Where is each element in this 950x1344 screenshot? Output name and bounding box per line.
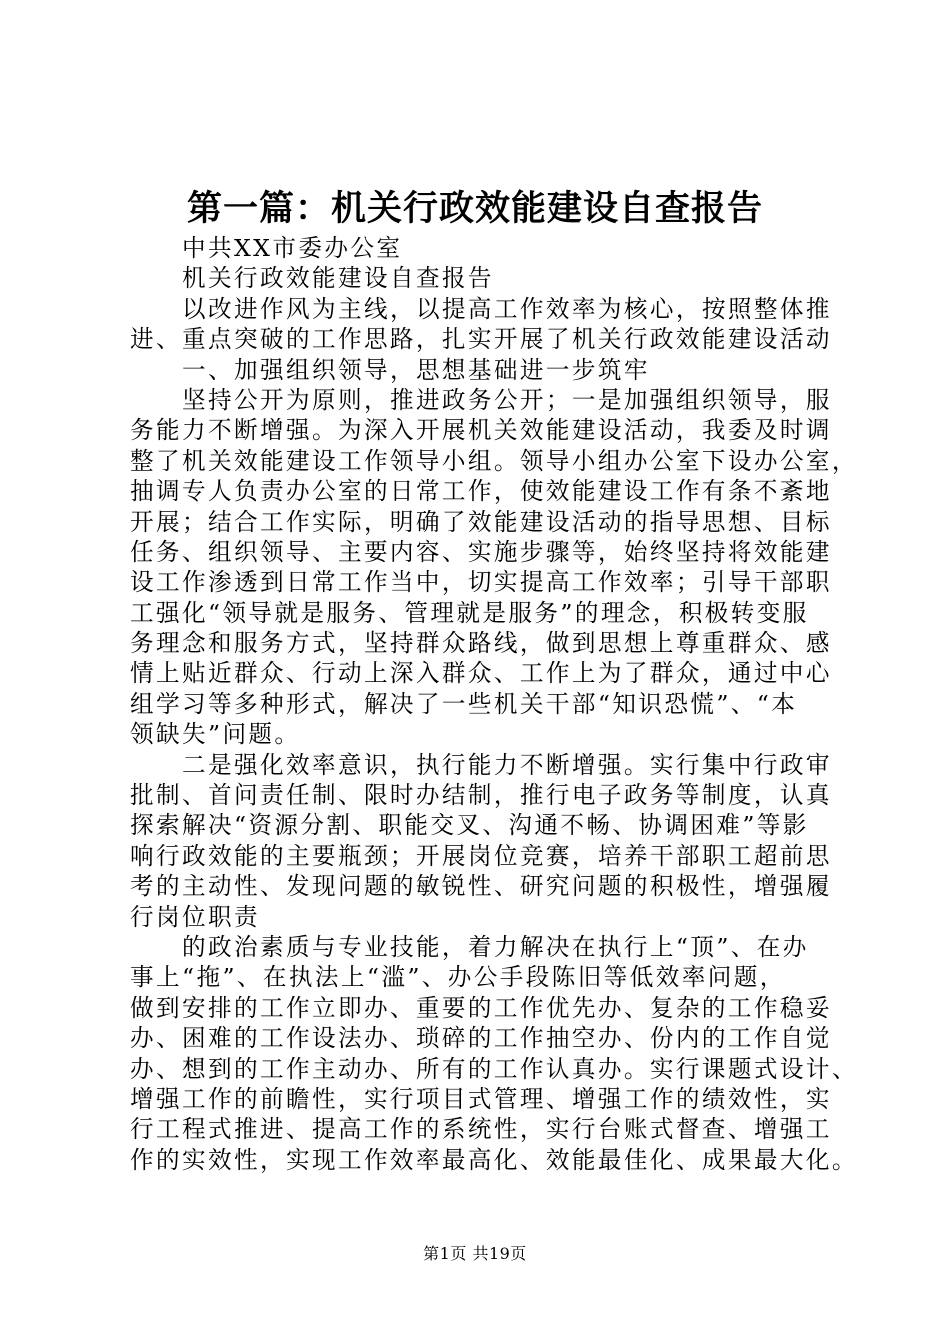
page-number-footer: 第1页 共19页 (423, 1244, 527, 1263)
text-line: 批制、首问责任制、限时办结制，推行电子政务等制度，认真 (130, 781, 832, 810)
text-line: 抽调专人负责办公室的日常工作，使效能建设工作有条不紊地 (130, 477, 832, 506)
text-line: 进、重点突破的工作思路，扎实开展了机关行政效能建设活动 (130, 325, 832, 354)
text-line: 行工程式推进、提高工作的系统性，实行台账式督查、增强工 (130, 1115, 832, 1144)
text-line: 考的主动性、发现问题的敏锐性、研究问题的积极性，增强履 (130, 872, 832, 901)
text-line: 设工作渗透到日常工作当中，切实提高工作效率；引导干部职 (130, 568, 832, 597)
text-line: 情上贴近群众、行动上深入群众、工作上为了群众，通过中心 (130, 659, 832, 688)
text-line: 坚持公开为原则，推进政务公开；一是加强组织领导，服 (182, 385, 832, 414)
text-line: 机关行政效能建设自查报告 (182, 264, 494, 293)
text-line: 办、困难的工作设法办、琐碎的工作抽空办、份内的工作自觉 (130, 1024, 832, 1053)
text-line: 工强化“领导就是服务、管理就是服务”的理念，积极转变服 (130, 598, 809, 627)
text-line: 务理念和服务方式，坚持群众路线，做到思想上尊重群众、感 (130, 629, 832, 658)
text-line: 事上“拖”、在执法上“滥”、办公手段陈旧等低效率问题， (130, 963, 786, 992)
text-line: 探索解决“资源分割、职能交叉、沟通不畅、协调困难”等影 (130, 811, 809, 840)
text-line: 响行政效能的主要瓶颈；开展岗位竞赛，培养干部职工超前思 (130, 841, 832, 870)
document-body (130, 233, 858, 1175)
text-line: 二是强化效率意识，执行能力不断增强。实行集中行政审 (182, 750, 832, 779)
text-line: 开展；结合工作实际，明确了效能建设活动的指导思想、目标 (130, 507, 832, 536)
text-line: 领缺失”问题。 (130, 720, 301, 749)
text-line: 务能力不断增强。为深入开展机关效能建设活动，我委及时调 (130, 416, 832, 445)
text-line: 组学习等多种形式，解决了一些机关干部“知识恐慌”、“本 (130, 689, 798, 718)
text-line: 做到安排的工作立即办、重要的工作优先办、复杂的工作稳妥 (130, 993, 832, 1022)
text-line: 整了机关效能建设工作领导小组。领导小组办公室下设办公室， (130, 446, 858, 475)
text-line: 办、想到的工作主动办、所有的工作认真办。实行课题式设计、 (130, 1054, 858, 1083)
text-line: 中共XX市委办公室 (182, 234, 403, 262)
text-line: 任务、组织领导、主要内容、实施步骤等，始终坚持将效能建 (130, 537, 832, 566)
text-line: 一、加强组织领导，思想基础进一步筑牢 (182, 355, 650, 384)
text-line: 行岗位职责 (130, 902, 260, 931)
text-line: 的政治素质与专业技能，着力解决在执行上“顶”、在办 (182, 932, 809, 961)
text-line: 增强工作的前瞻性，实行项目式管理、增强工作的绩效性，实 (130, 1084, 832, 1113)
document-title: 第一篇：机关行政效能建设自查报告 (186, 188, 763, 229)
text-line: 以改进作风为主线，以提高工作效率为核心，按照整体推 (182, 294, 832, 323)
text-line: 作的实效性，实现工作效率最高化、效能最佳化、成果最大化。 (130, 1145, 858, 1174)
